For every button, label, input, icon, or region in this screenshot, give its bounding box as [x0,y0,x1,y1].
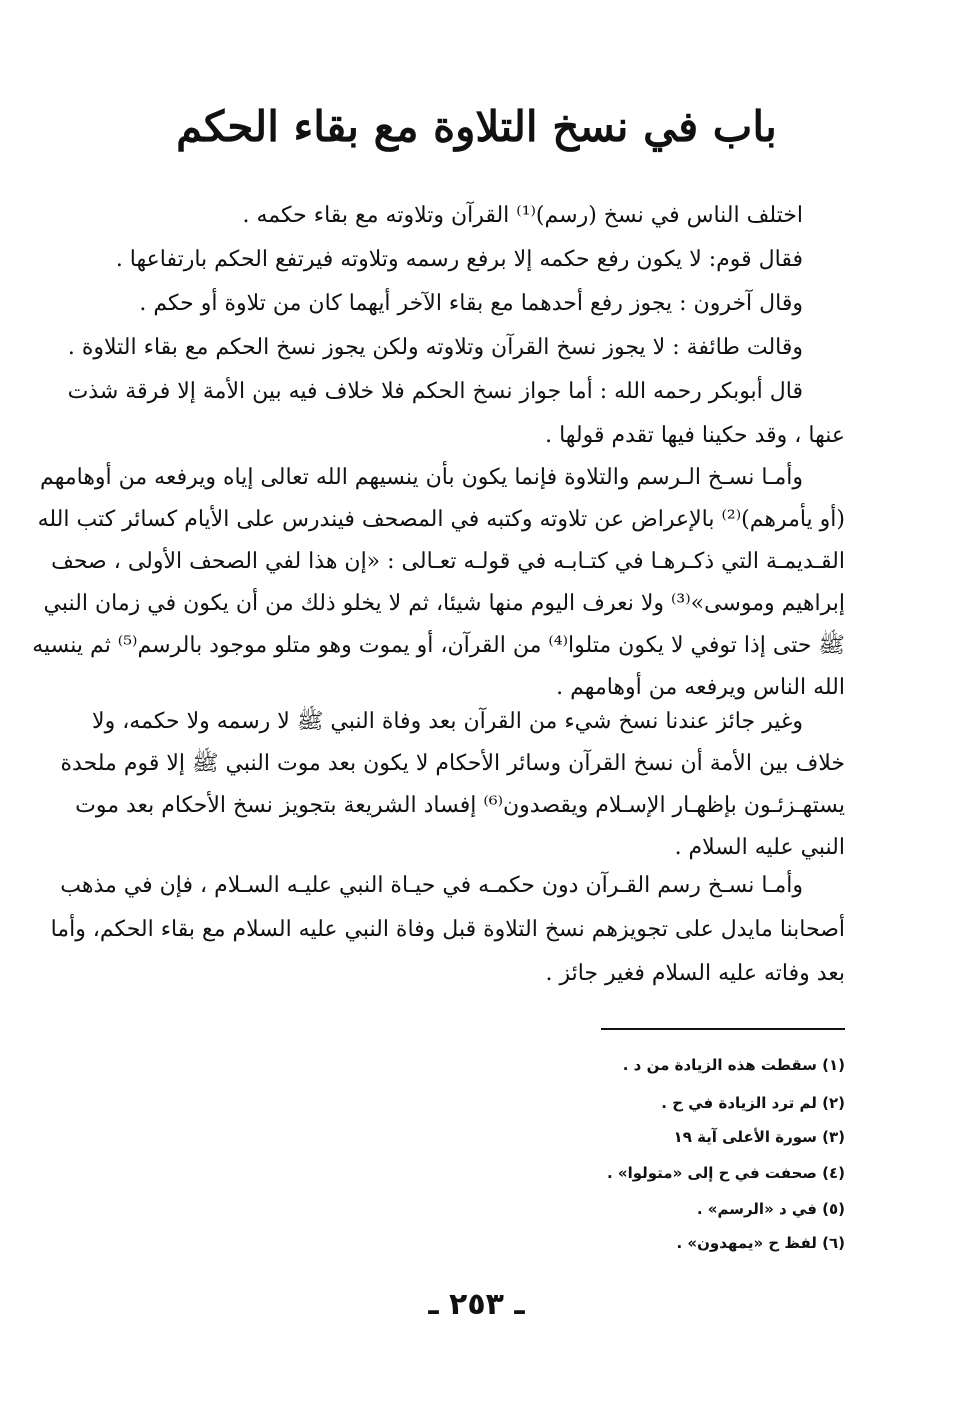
text-line: وغير جائز عندنا نسخ شيء من القرآن بعد وفاة النبي ﷺ لا رسمه ولا حكمه، ولا [92,709,803,734]
text-line: النبي عليه السلام . [674,835,845,860]
text-line: اختلف الناس في نسخ (رسم)⁽¹⁾ القرآن وتلاوته مع بقاء حكمه . [242,203,803,228]
text-line: فقال قوم: لا يكون رفع حكمه إلا برفع رسمه وتلاوته فيرتفع الحكم بارتفاعها . [115,247,803,272]
text-line: وأمـا نسـخ رسم القـرآن دون حكمـه في حيـاة النبي عليـه السـلام ، فإن في مذهب [60,873,803,898]
text-line: يستهـزئـون بإظهـار الإسـلام ويقصدون⁽⁶⁾ إفساد الشريعة بتجويز نسخ الأحكام بعد موت [75,793,845,818]
footnote: (١) سقطت هذه الزيادة من د . [622,1056,845,1074]
footnote-divider [601,1028,845,1030]
text-line: خلاف بين الأمة أن نسخ القرآن وسائر الأحكام لا يكون بعد موت النبي ﷺ إلا قوم ملحدة [60,751,845,776]
footnote: (٣) سورة الأعلى آية ١٩ [673,1128,845,1146]
text-line: وأمـا نسـخ الـرسم والتلاوة فإنما يكون بأن ينسيهم الله تعالى إياه ويرفعه من أوهامهم [40,465,803,490]
footnote: (٢) لم ترد الزيادة في ح . [661,1094,845,1112]
text-line: أصحابنا مايدل على تجويزهم نسخ التلاوة قبل وفاة النبي عليه السلام مع بقاء الحكم، وأما [50,917,845,942]
footnote: (٤) صحفت في ح إلى «متولوا» . [606,1164,845,1182]
text-line: قال أبوبكر رحمه الله : أما جواز نسخ الحكم فلا خلاف فيه بين الأمة إلا فرقة شذت [67,379,803,404]
text-line: وقالت طائفة : لا يجوز نسخ القرآن وتلاوته ولكن يجوز نسخ الحكم مع بقاء التلاوة . [67,335,803,360]
text-line: بعد وفاته عليه السلام فغير جائز . [545,961,845,986]
footnote: (٦) لفظ ح «يمهدون» . [676,1234,845,1252]
chapter-title: باب في نسخ التلاوة مع بقاء الحكم [176,102,777,151]
text-line: ﷺ حتى إذا توفي لا يكون متلوا⁽⁴⁾ من القرآن، أو يموت وهو متلو موجود بالرسم⁽⁵⁾ ثم ينسيه [32,633,845,658]
text-line: الله الناس ويرفعه من أوهامهم . [556,675,845,700]
text-line: عنها ، وقد حكينا فيها تقدم قولها . [545,423,845,448]
text-line: إبراهيم وموسى»⁽³⁾ ولا نعرف اليوم منها شيئا، ثم لا يخلو ذلك من أن يكون في زمان النبي [43,591,845,616]
page-number: ـ ٢٥٣ ـ [428,1287,525,1322]
text-line: (أو يأمرهم)⁽²⁾ بالإعراض عن تلاوته وكتبه في المصحف فيندرس على الأيام كسائر كتب الله [37,507,845,532]
footnote: (٥) في د «الرسم» . [696,1200,845,1218]
text-line: القـديمـة التي ذكـرهـا في كتـابـه في قولـه تعـالى : «إن هذا لفي الصحف الأولى ، صحف [51,549,845,574]
text-line: وقال آخرون : يجوز رفع أحدهما مع بقاء الآخر أيهما كان من تلاوة أو حكم . [139,291,803,316]
